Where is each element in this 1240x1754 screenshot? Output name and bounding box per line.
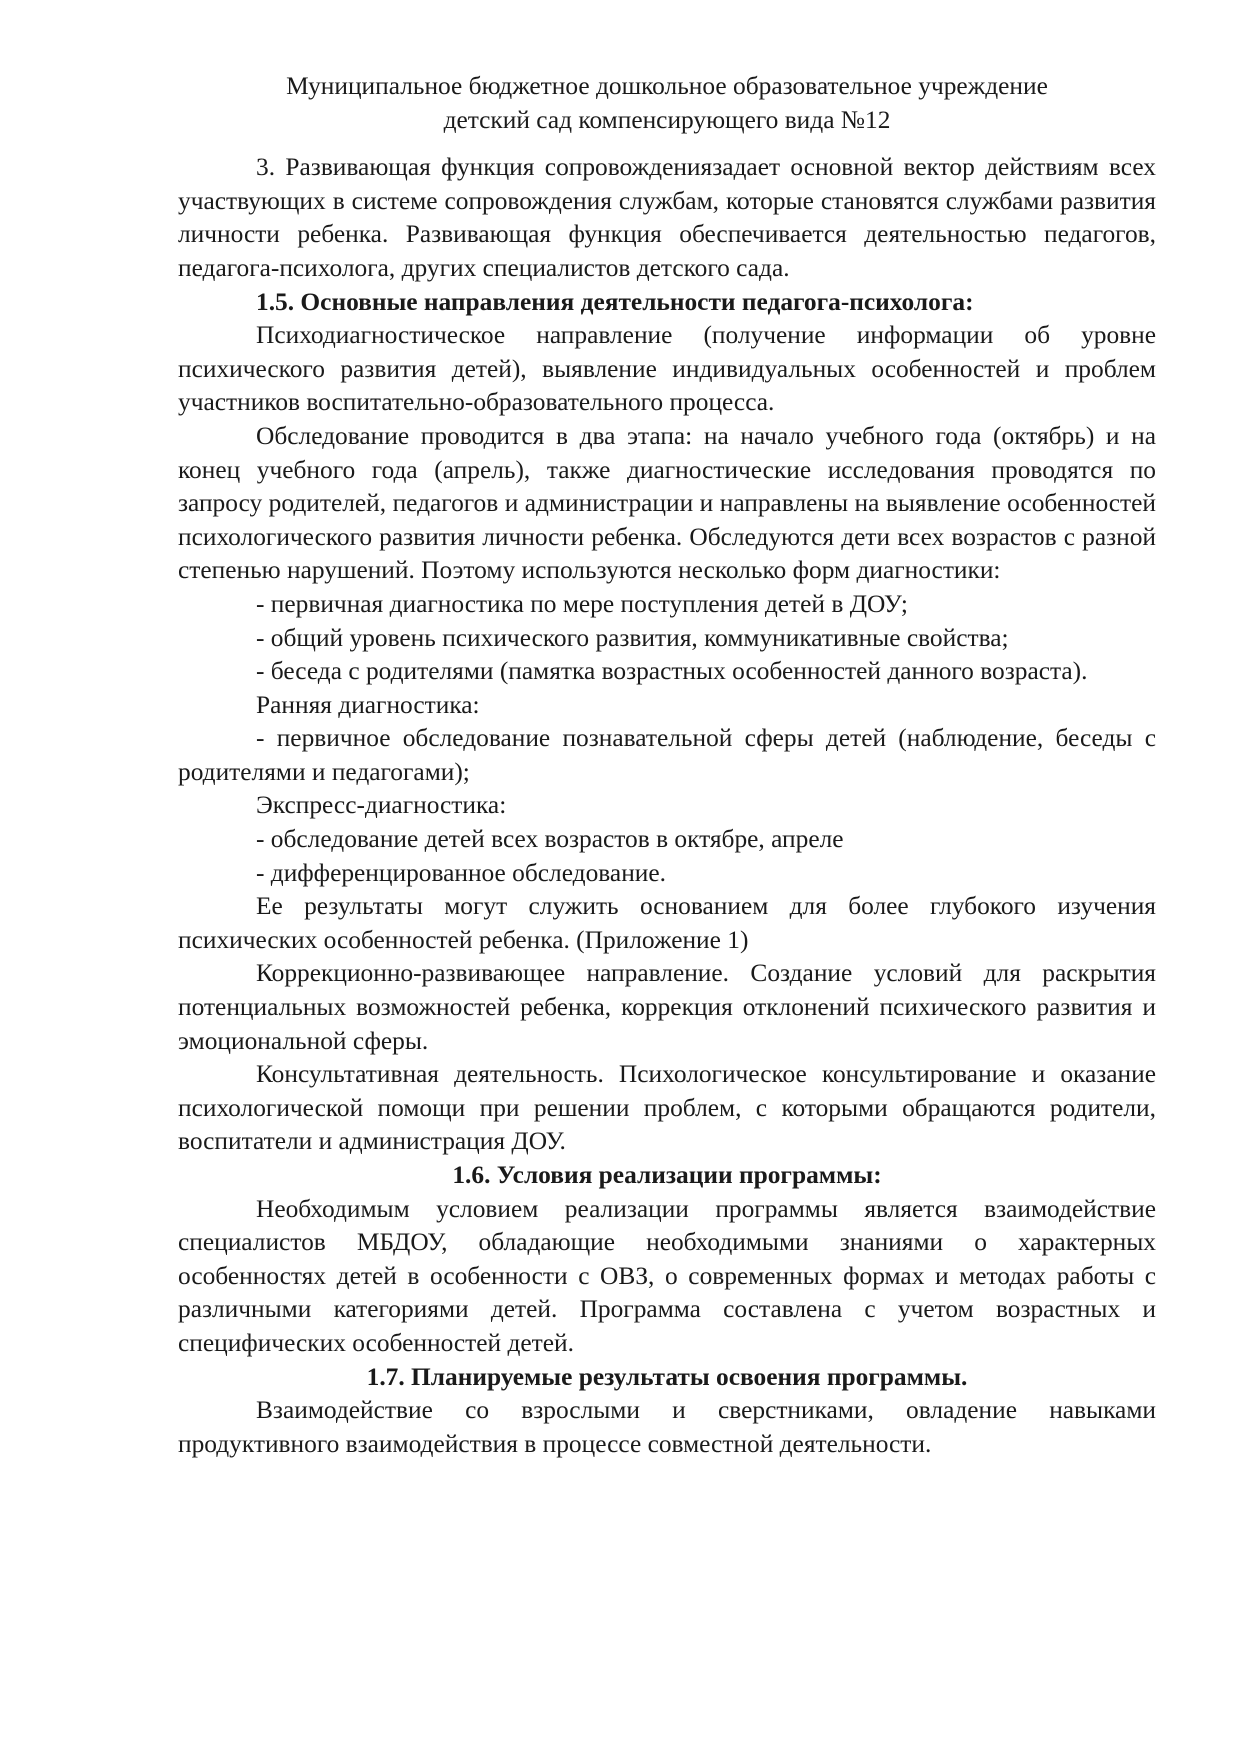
- paragraph-correction: Коррекционно-развивающее направление. Создание условий для раскрытия потенциальных возможностей ребенка, коррекция отклонений психического развития и эмоциональной сферы.: [178, 959, 1156, 1055]
- document-page: [178, 70, 1156, 1461]
- paragraph-express-diagnostics: Экспресс-диагностика:: [256, 791, 507, 820]
- paragraph-results: Ее результаты могут служить основанием для более глубокого изучения психических особенностей ребенка. (Приложение 1): [178, 892, 1156, 954]
- section-heading-1-5: 1.5. Основные направления деятельности педагога-психолога:: [256, 287, 974, 316]
- section-heading-1-7: 1.7. Планируемые результаты освоения программы.: [366, 1362, 968, 1391]
- list-item-primary-diagnostics: - первичная диагностика по мере поступления детей в ДОУ;: [256, 589, 908, 618]
- paragraph-psychodiagnostic: Психодиагностическое направление (получение информации об уровне психического развития детей), выявление индивидуальных особенностей и проблем участников воспитательно-образовательного процесса.: [178, 321, 1156, 417]
- paragraph-examination: Обследование проводится в два этапа: на начало учебного года (октябрь) и на конец учебного года (апрель), также диагностические исследования проводятся по запросу родителей, педагогов и администрации и направлены на выявление особенностей психологического развития личности ребенка. Обследуются дети всех возрастов с разной степенью нарушений. Поэтому используются несколько форм диагностики:: [178, 421, 1156, 585]
- list-item-parent-talk: - беседа с родителями (памятка возрастных особенностей данного возраста).: [256, 657, 1088, 686]
- list-item-early-examination: - первичное обследование познавательной сферы детей (наблюдение, беседы с родителями и педагогами);: [178, 724, 1156, 786]
- paragraph-early-diagnostics: Ранняя диагностика:: [256, 690, 480, 719]
- header-kindergarten-line: детский сад компенсирующего вида №12: [443, 105, 891, 134]
- paragraph-planned-results: Взаимодействие со взрослыми и сверстниками, овладение навыками продуктивного взаимодействия в процессе совместной деятельности.: [178, 1396, 1156, 1458]
- paragraph-developing-function: 3. Развивающая функция сопровождениязадает основной вектор действиям всех участвующих в системе сопровождения службам, которые становятся службами развития личности ребенка. Развивающая функция обеспечивается деятельностью педагогов, педагога-психолога, других специалистов детского сада.: [178, 153, 1156, 282]
- header-institution-line: Муниципальное бюджетное дошкольное образовательное учреждение: [286, 72, 1048, 100]
- paragraph-consultation: Консультативная деятельность. Психологическое консультирование и оказание психологической помощи при решении проблем, с которыми обращаются родители, воспитатели и администрация ДОУ.: [178, 1060, 1156, 1156]
- list-item-general-level: - общий уровень психического развития, коммуникативные свойства;: [256, 623, 1009, 652]
- list-item-express-differentiated: - дифференцированное обследование.: [256, 858, 666, 887]
- section-heading-1-6: 1.6. Условия реализации программы:: [452, 1161, 882, 1189]
- paragraph-conditions: Необходимым условием реализации программы является взаимодействие специалистов МБДОУ, обладающие необходимыми знаниями о характерных особенностях детей в особенности с ОВЗ, о современных формах и методах работы с различными категориями детей. Программа составлена с учетом возрастных и специфических особенностей детей.: [178, 1194, 1156, 1357]
- list-item-express-all-ages: - обследование детей всех возрастов в октябре, апреле: [256, 825, 844, 854]
- document-header: [178, 70, 1156, 137]
